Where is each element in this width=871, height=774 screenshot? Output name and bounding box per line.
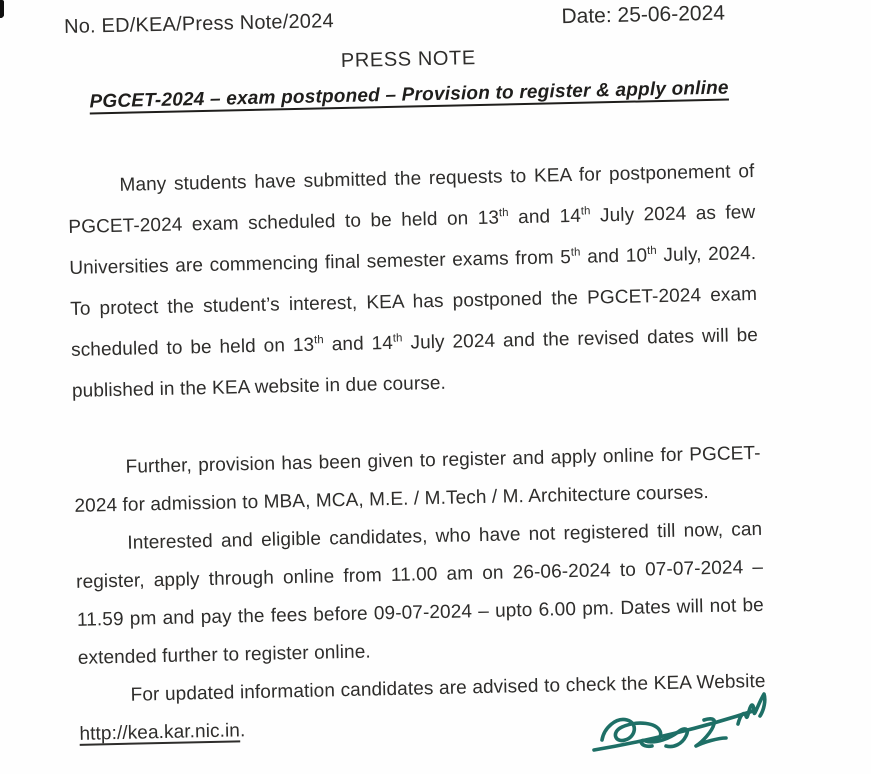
document-header: [64, 1, 751, 40]
body-text: .: [239, 720, 246, 742]
body-text: and 14: [508, 205, 582, 229]
ordinal-superscript: th: [498, 207, 509, 220]
ordinal-superscript: th: [570, 246, 581, 259]
signature-mark: [586, 686, 786, 768]
subject-headline: PGCET-2024 – exam postponed – Provision to register & apply online: [89, 77, 729, 113]
body-text: July 2024 as few Universities are commencing final semester exams from 5: [69, 201, 756, 279]
paragraph-registration-dates: [75, 511, 765, 678]
press-note-heading: PRESS NOTE: [340, 47, 477, 72]
body-text: For updated information candidates are advised to check the KEA Website: [130, 670, 766, 706]
ordinal-superscript: th: [313, 334, 324, 347]
body-text: Further, provision has been given to register and apply online for PGCET-2024 for admission to MBA, MCA, M.E. / M.Tech / M. Architecture courses.: [74, 442, 761, 517]
body-text: Interested and eligible candidates, who have not registered till now, can register, apply through online from 11.00 am on 26-06-2024 to 07-07-2024 – 11.59 pm and pay the fees before 09-07-2024 – upto 6.00 pm. Dates will not be extended further to register online.: [75, 518, 765, 669]
paragraph-postponement: [67, 151, 759, 412]
ordinal-superscript: th: [646, 244, 657, 258]
kea-website-link[interactable]: http://kea.kar.nic.in: [79, 720, 241, 745]
body-text: July, 2024. To protect the student’s interest, KEA has postponed the PGCET-2024 exam scheduled to be held on 13: [69, 242, 758, 361]
ordinal-superscript: th: [392, 332, 403, 345]
body-text: and 14: [323, 332, 394, 356]
ordinal-superscript: th: [580, 205, 591, 218]
signature-ink: [586, 686, 786, 768]
date-line: Date: 25-06-2024: [561, 1, 726, 29]
body-text: July 2024 and the revised dates will be published in the KEA website in due course.: [71, 324, 759, 402]
reference-number: No. ED/KEA/Press Note/2024: [63, 10, 335, 39]
body-text: Many students have submitted the requests to KEA for postponement of PGCET-2024 exam scheduled to be held on 13: [68, 160, 755, 238]
body-text: and 10: [580, 245, 648, 268]
